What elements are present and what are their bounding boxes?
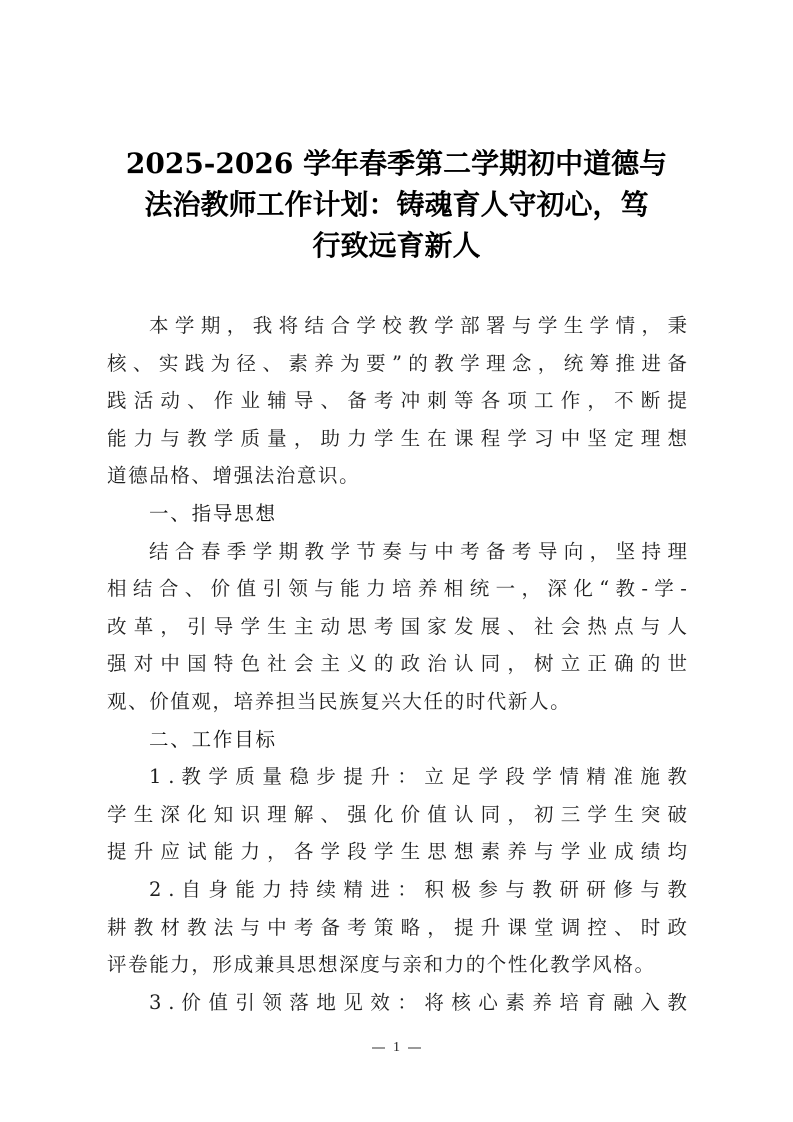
document-title: [100, 143, 693, 266]
title-line: 法治教师工作计划：铸魂育人守初心，笃: [144, 188, 649, 221]
text-line: 提 升 应 试 能 力 ， 各 学 段 学 生 思 想 素 养 与 学 业 成 绩 均: [107, 840, 687, 864]
text-line: 耕 教 材 教 法 与 中 考 备 考 策 略 ， 提 升 课 堂 调 控 、 时 政: [107, 915, 687, 939]
text-line: 1 . 教 学 质 量 稳 步 提 升 ： 立 足 学 段 学 情 精 准 施 教: [149, 765, 687, 789]
text-line: 道德品格、增强法治意识。: [107, 464, 361, 488]
page-number: [0, 1040, 793, 1056]
title-line: 行致远育新人: [312, 229, 481, 262]
text-line: 评卷能力，形成兼具思想深度与亲和力的个性化教学风格。: [107, 953, 656, 977]
dash-left: [372, 1047, 385, 1049]
title-line: 2025-2026 学年春季第二学期初中道德与: [125, 147, 668, 180]
paragraph: [107, 533, 687, 721]
section-work-goals: [107, 721, 687, 1022]
document-body: [107, 307, 687, 1021]
goal-item-1: [107, 758, 687, 871]
section-guiding-ideology: [107, 495, 687, 721]
text-line: 本 学 期 ， 我 将 结 合 学 校 教 学 部 署 与 学 生 学 情 ， 秉: [149, 314, 687, 337]
dash-right: [408, 1047, 421, 1049]
text-line: 2 . 自 身 能 力 持 续 精 进 ： 积 极 参 与 教 研 研 修 与 教: [149, 877, 687, 901]
text-line: 相 结 合 、 价 值 引 领 与 能 力 培 养 相 统 一 ， 深 化 “ 教 - 学 -: [107, 577, 687, 601]
goal-item-2: [107, 871, 687, 984]
text-line: 观、价值观，培养担当民族复兴大任的时代新人。: [107, 689, 572, 713]
text-line: 3 . 价 值 引 领 落 地 见 效 ： 将 核 心 素 养 培 育 融 入 教: [149, 990, 687, 1014]
goal-item-3: [107, 984, 687, 1022]
page-number-value: 1: [393, 1040, 400, 1055]
text-line: 学 生 深 化 知 识 理 解 、 强 化 价 值 认 同 ， 初 三 学 生 突 破: [107, 802, 687, 826]
text-line: 核 、 实 践 为 径 、 素 养 为 要 ” 的 教 学 理 念 ， 统 筹 推 进 备: [107, 351, 687, 375]
section-heading: 二、工作目标: [149, 727, 277, 751]
text-line: 改 革 ， 引 导 学 生 主 动 思 考 国 家 发 展 、 社 会 热 点 与 人: [107, 614, 687, 638]
text-line: 结 合 春 季 学 期 教 学 节 奏 与 中 考 备 考 导 向 ， 坚 持 理: [149, 539, 687, 563]
text-line: 强 对 中 国 特 色 社 会 主 义 的 政 治 认 同 ， 树 立 正 确 的 世: [107, 652, 687, 676]
text-line: 践 活 动 、 作 业 辅 导 、 备 考 冲 刺 等 各 项 工 作 ， 不 断 提: [107, 389, 687, 413]
text-line: 能 力 与 教 学 质 量 ， 助 力 学 生 在 课 程 学 习 中 坚 定 理 想: [107, 426, 687, 450]
section-heading: 一、指导思想: [149, 501, 277, 525]
intro-paragraph: [107, 307, 687, 495]
